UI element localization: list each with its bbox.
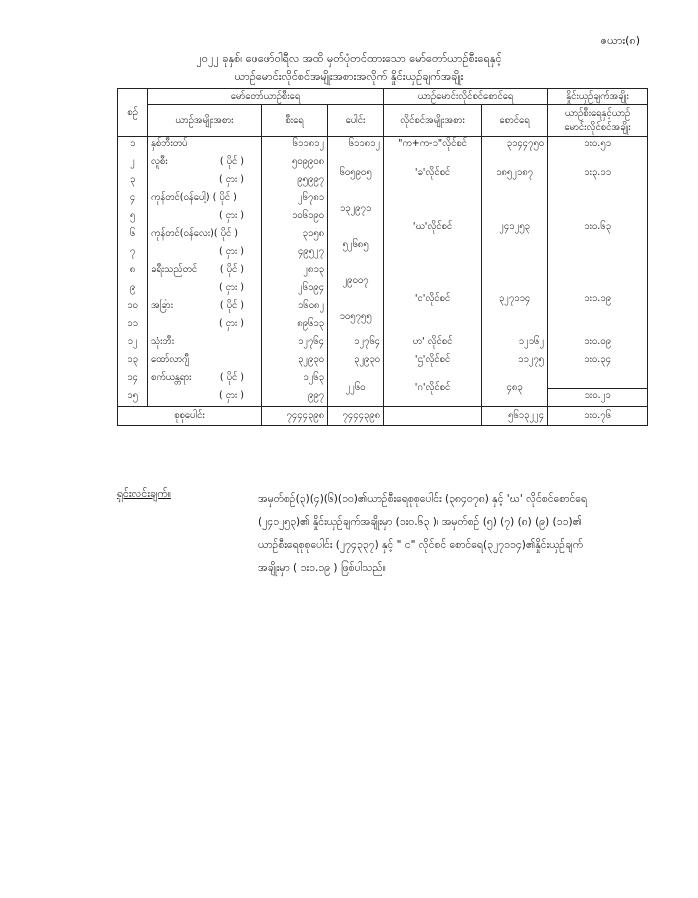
header-vehicle-type: ယာဉ်အမျိုးအစား	[148, 105, 262, 137]
group-lcount-other: ၃၂၇၁၁၄	[498, 292, 531, 304]
group-ratio-truck	[548, 191, 648, 335]
header-license-count: စောင်ရေ	[482, 105, 548, 137]
group-total-machinery: ၂၂၆၀	[328, 371, 384, 407]
group-lcount-passenger: ၁၈၅၂၁၈၇	[482, 155, 548, 191]
row-license-count: ၁၂၁၆၂	[482, 335, 548, 353]
row-no: ၁၁	[118, 317, 148, 335]
group-license-truck	[384, 191, 482, 335]
note-line: ယာဉ်စီးရေစုစုပေါင်း (၂၇၄၃၃၇) နှင့် " င" လိုင်စင် စောင်ရေ(၃၂၇၁၁၄)၏နှိုင်းယှဉ်ချက်	[258, 539, 583, 551]
row-type	[148, 209, 262, 227]
row-count: ၄၉၅၂၇	[262, 245, 328, 263]
row-type	[148, 155, 262, 173]
row-count: ၃၂၉၃၀	[262, 353, 328, 371]
row-type	[148, 263, 262, 281]
row-type: ကုန်တင်(ဝန်လေး)( ပိုင် )	[148, 227, 262, 245]
table-row	[118, 137, 648, 155]
group-license-other: 'င'လိုင်စင်	[414, 292, 451, 304]
row-no: ၁၅	[118, 389, 148, 407]
group-license-passenger: 'ခ'လိုင်စင်	[384, 155, 482, 191]
row-no: ၁၄	[118, 371, 148, 389]
row-count: ၈၉၆၁၃	[262, 317, 328, 335]
row-count: ၆၁၁၈၁၂	[262, 137, 328, 155]
group-ratio-other: ၁း၁.၁၉	[584, 292, 611, 304]
header-count: စီးရေ	[262, 105, 328, 137]
row-type-name: စက်ယန္တရား	[151, 371, 192, 383]
header-group-ratio: နှိုင်းယှဉ်ချက်အချိုး	[548, 89, 648, 105]
document-title-line1: ၂၀၂၂ ခုနှစ်၊ ဖေဖော်ဝါရီလ အထိ မှတ်ပုံတင်ထားသော မော်တော်ယာဉ်စီးရေနှင့်	[196, 52, 502, 65]
row-no: ၁၂	[118, 335, 148, 353]
row-no: ၇	[118, 245, 148, 263]
row-license: "က+က-၁"လိုင်စင်	[384, 137, 482, 155]
row-no: ၁	[118, 137, 148, 155]
note-line: အမှတ်စဉ်(၃)(၄)(၆)(၁၀)၏ယာဉ်စီးရေစုစုပေါင်း (၃၈၄၀၇၈) နှင့် 'ဃ' လိုင်စင်စောင်ရေ	[258, 493, 587, 505]
group-license-machinery: 'ဂ'လိုင်စင်	[384, 371, 482, 407]
group-total-passenger: ၆၀၅၉၀၅	[328, 155, 384, 191]
table-row	[118, 353, 648, 371]
total-license-count: ၅၆၁၃၂၂၄	[482, 407, 548, 426]
row-type-sub: ( ငှား )	[218, 173, 244, 185]
row-count: ၂၆၇၈၁	[262, 191, 328, 209]
table-row	[118, 371, 648, 389]
row-type-sub: ( ငှား )	[218, 389, 244, 401]
row-type: နှစ်ဘီးတပ်	[148, 137, 262, 155]
row-ratio	[548, 371, 648, 389]
total-count: ၇၄၄၄၃၉၈	[262, 407, 328, 426]
row-count: ၁၂၇၆၄	[262, 335, 328, 353]
row-no: ၁၀	[118, 299, 148, 317]
row-count: ၂၆၁၉၄	[262, 281, 328, 299]
row-type-sub: ( ပိုင် )	[219, 155, 244, 167]
header-ratio-line1: ယာဉ်စီးရေနှင့်ယာဉ်	[564, 107, 631, 119]
row-count: ၁၂၆၃	[262, 371, 328, 389]
total-license-empty	[384, 407, 482, 426]
row-total: ၆၁၁၈၁၂	[328, 137, 384, 155]
group-lcount-machinery: ၄၈၃	[482, 371, 548, 407]
row-type	[148, 245, 262, 263]
header-ratio	[548, 105, 648, 137]
row-count: ၂၈၁၃	[262, 263, 328, 281]
row-type-sub: ( ပိုင် )	[219, 371, 244, 383]
total-ratio: ၁း၀.၇၆	[548, 407, 648, 426]
group-ratio-passenger: ၁း၃.၁၁	[548, 155, 648, 191]
row-total: ၃၂၉၃၀	[328, 353, 384, 371]
row-type: သုံးဘီး	[148, 335, 262, 353]
note-line: (၂၄၁၂၅၃)၏ နှိုင်းယှဉ်ချက်အချိုးမှာ (၁း၀.၆၃ )၊ အမှတ်စဉ် (၅) (၇) (၈) (၉) (၁၁)၏	[258, 516, 582, 528]
row-count: ၅၀၉၉၀၈	[262, 155, 328, 173]
row-no: ၄	[118, 191, 148, 209]
row-type: ထော်လာဂျီ	[148, 353, 262, 371]
row-type-sub: ( ပိုင် )	[219, 299, 244, 311]
table-row	[118, 155, 648, 173]
row-license: ဟ' လိုင်စင်	[384, 335, 482, 353]
row-count: ၁၆၀၈၂	[262, 299, 328, 317]
row-no: ၉	[118, 281, 148, 299]
group-lcount-truck	[482, 191, 548, 335]
row-count: ၃၁၅၈	[262, 227, 328, 245]
group-total-other: ၁၀၅၇၅၅	[328, 299, 384, 335]
row-count: ၉၅၉၉၇	[262, 173, 328, 191]
row-no: ၈	[118, 263, 148, 281]
row-license: 'ဌ'လိုင်စင်	[384, 353, 482, 371]
header-group-license: ယာဉ်မောင်းလိုင်စင်စောင်ရေ	[384, 89, 548, 105]
row-no: ၂	[118, 155, 148, 173]
group-total-bus: ၂၉၀၀၇	[328, 263, 384, 299]
row-no: ၅	[118, 209, 148, 227]
row-type-name: ခရီးသည်တင်	[151, 263, 198, 275]
total-label: စုစုပေါင်း	[118, 407, 262, 426]
note-heading: ရှင်းလင်းချက်။	[117, 488, 171, 500]
row-total: ၁၂၇၆၄	[328, 335, 384, 353]
note-body	[258, 488, 658, 580]
annex-label: ဇယား(၈)	[600, 34, 640, 47]
vehicle-license-table	[117, 88, 648, 426]
row-type-sub: ( ငှား )	[218, 245, 244, 257]
table-total-row	[118, 407, 648, 426]
row-count: ၁၀၆၁၉၀	[262, 209, 328, 227]
header-ratio-line2: မောင်းလိုင်စင်အချိုး	[564, 121, 631, 133]
total-sum: ၇၄၄၄၃၉၈	[328, 407, 384, 426]
row-type-name: အခြား	[151, 299, 173, 311]
row-license-count: ၃၁၄၄၇၅၀	[482, 137, 548, 155]
header-total: ပေါင်း	[328, 105, 384, 137]
note-line: အချိုးမှာ ( ၁း၁.၁၉ ) ဖြစ်ပါသည်။	[258, 562, 386, 574]
group-lcount-heavy: ၂၄၁၂၅၃	[499, 220, 530, 232]
row-type	[148, 371, 262, 389]
header-license-type: လိုင်စင်အမျိုးအစား	[384, 105, 482, 137]
row-type-sub: ( ငှား )	[218, 281, 244, 293]
row-type	[148, 317, 262, 335]
document-title-line2: ယာဉ်မောင်းလိုင်စင်အမျိုးအစားအလိုက် နှိုင်းယှဉ်ချက်အချိုး	[234, 70, 464, 83]
row-ratio: ၁း၀.၃၄	[548, 353, 648, 371]
row-no: ၆	[118, 227, 148, 245]
row-no: ၃	[118, 173, 148, 191]
row-count: ၉၉၇	[262, 389, 328, 407]
group-ratio-heavy: ၁း၀.၆၃	[584, 220, 611, 232]
row-type: ကုန်တင်(ဝန်ပေါ့) ( ပိုင် )	[148, 191, 262, 209]
header-no: စဉ်	[118, 89, 148, 137]
group-total-light-truck: ၁၃၂၉၇၁	[328, 191, 384, 227]
row-ratio: ၁း၀.၅၁	[548, 137, 648, 155]
row-license-count: ၁၁၂၇၅	[482, 353, 548, 371]
header-group-vehicles: မော်တော်ယာဉ်စီးရေ	[148, 89, 384, 105]
group-ratio-machinery: ၁း၀.၂၁	[548, 389, 648, 407]
row-type-sub: ( ပိုင် )	[219, 263, 244, 275]
table-row	[118, 335, 648, 353]
row-type	[148, 281, 262, 299]
row-type-sub: ( ငှား )	[218, 209, 244, 221]
row-ratio: ၁း၀.၀၉	[548, 335, 648, 353]
group-total-heavy-truck: ၅၂၆၈၅	[328, 227, 384, 263]
table-row	[118, 191, 648, 209]
group-license-heavy: 'ဃ'လိုင်စင်	[412, 220, 453, 232]
row-type	[148, 299, 262, 317]
row-type	[148, 389, 262, 407]
row-no: ၁၃	[118, 353, 148, 371]
row-type-name: လူစီး	[151, 155, 168, 167]
row-type-sub: ( ငှား )	[218, 317, 244, 329]
row-type	[148, 173, 262, 191]
